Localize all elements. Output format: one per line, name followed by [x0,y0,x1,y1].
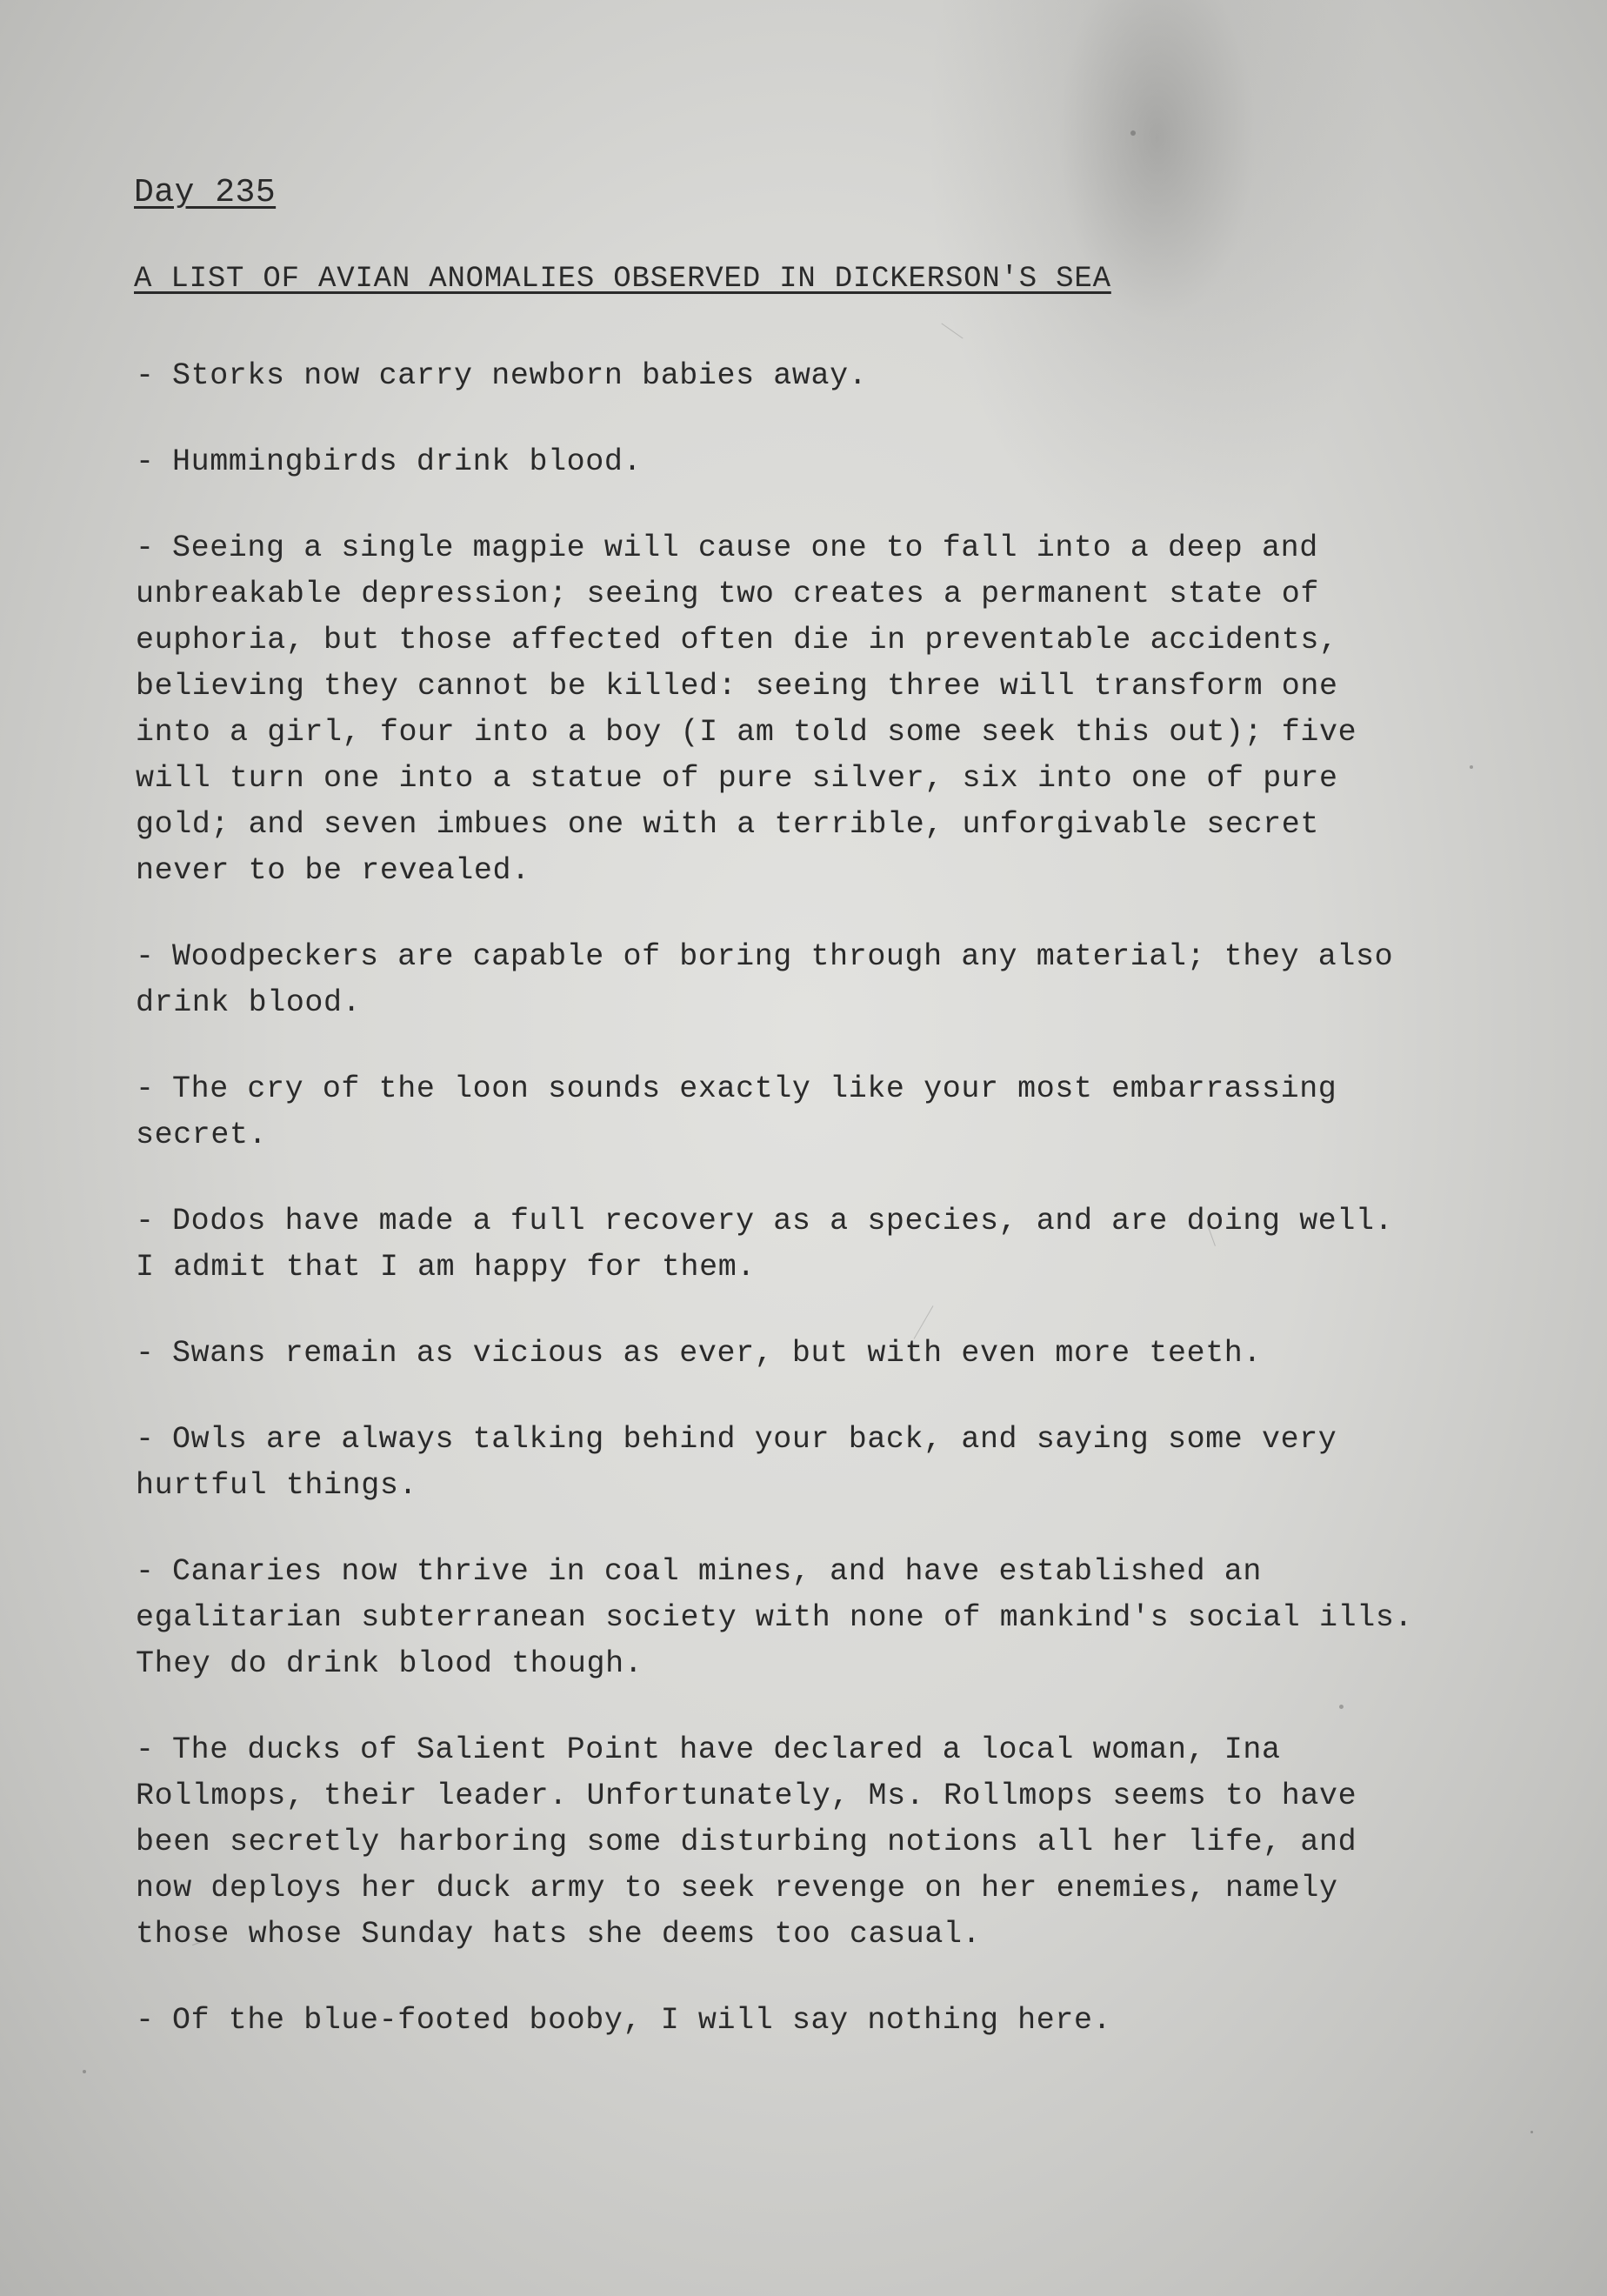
observation-item [136,525,1414,894]
observation-text: Dodos have made a full recovery as a species, and are doing well. I admit that I am happy for them. [136,1204,1394,1285]
observation-text: Seeing a single magpie will cause one to fall into a deep and unbreakable depression; seeing two creates a permanent state of euphoria, but those affected often die in preventable accidents, believing they cannot be killed: seeing three will transform one into a girl, four into a boy (I am told some seek this out); five will turn one into a statue of pure silver, six into one of pure gold; and seven imbues one with a terrible, unforgivable secret never to be revealed. [136,531,1357,888]
observation-text: Canaries now thrive in coal mines, and have established an egalitarian subterranean society with none of mankind's social ills. They do drink blood though. [136,1554,1414,1681]
observation-text: The ducks of Salient Point have declared a local woman, Ina Rollmops, their leader. Unfortunately, Ms. Rollmops seems to have been secretly harboring some disturbing notions all her life, and now deploys her duck army to seek revenge on her enemies, namely those whose Sunday hats she deems too casual. [136,1732,1357,1952]
bullet-dash: - [136,1422,155,1457]
observation-text: Hummingbirds drink blood. [172,444,643,479]
observation-item [136,439,1414,485]
paper-speck [83,2070,86,2073]
observation-text: The cry of the loon sounds exactly like your most embarrassing secret. [136,1071,1337,1152]
bullet-dash: - [136,939,155,974]
bullet-dash: - [136,358,155,393]
observation-text: Woodpeckers are capable of boring through any material; they also drink blood. [136,939,1394,1020]
observation-list [136,353,1414,2084]
observation-text: Owls are always talking behind your back, and saying some very hurtful things. [136,1422,1337,1503]
bullet-dash: - [136,2003,155,2038]
observation-text: Swans remain as vicious as ever, but with even more teeth. [172,1336,1262,1371]
observation-text: Storks now carry newborn babies away. [172,358,868,393]
bullet-dash: - [136,1554,155,1589]
observation-item [136,1417,1414,1509]
observation-item [136,1549,1414,1687]
bullet-dash: - [136,444,155,479]
observation-item [136,1198,1414,1291]
paper-speck [1470,765,1473,769]
bullet-dash: - [136,531,155,565]
bullet-dash: - [136,1071,155,1106]
bullet-dash: - [136,1204,155,1238]
observation-item [136,1331,1414,1377]
observation-item [136,934,1414,1026]
document-title: A LIST OF AVIAN ANOMALIES OBSERVED IN DICKERSON'S SEA [134,263,1111,296]
paper-speck [1130,130,1136,136]
day-label: Day 235 [134,174,277,211]
observation-item [136,1998,1414,2044]
bullet-dash: - [136,1336,155,1371]
bullet-dash: - [136,1732,155,1767]
observation-text: Of the blue-footed booby, I will say nothing here. [172,2003,1112,2038]
paper-fiber [941,323,963,338]
observation-item [136,1727,1414,1958]
paper-speck [1530,2131,1533,2133]
observation-item [136,353,1414,399]
observation-item [136,1066,1414,1158]
